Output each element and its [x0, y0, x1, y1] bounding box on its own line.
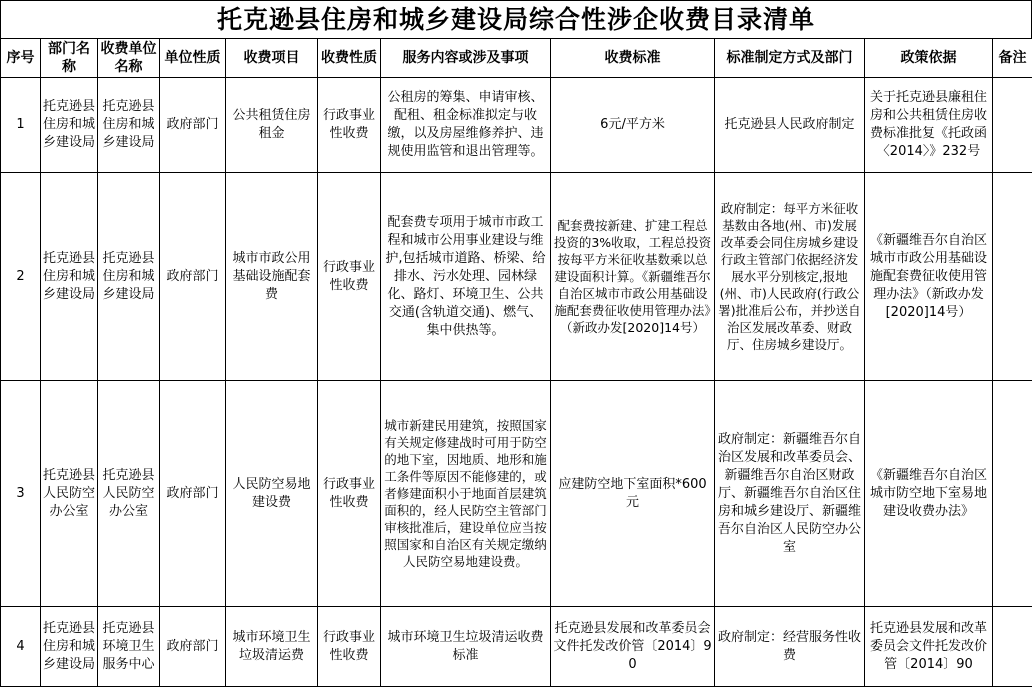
cell-method: 托克逊县人民政府制定: [715, 78, 865, 173]
cell-content: 公租房的筹集、申请审核、配租、租金标准拟定与收缴，以及房屋维修养护、违规使用监管和退出管理等。: [381, 78, 551, 173]
cell-nature: 政府部门: [160, 173, 226, 381]
header-nature: 单位性质: [160, 39, 226, 78]
cell-item: 公共租赁住房租金: [226, 78, 318, 173]
cell-nature: 政府部门: [160, 381, 226, 607]
cell-nature: 政府部门: [160, 78, 226, 173]
cell-no: 3: [1, 381, 41, 607]
header-basis: 政策依据: [865, 39, 993, 78]
header-item: 收费项目: [226, 39, 318, 78]
cell-content: 城市新建民用建筑，按照国家有关规定修建战时可用于防空的地下室，因地质、地形和施工条件等原因不能修建的，或者修建面积小于地面首层建筑面积的，经人民防空主管部门审核批准后，建设单位应当按照国家和自治区有关规定缴纳人民防空易地建设费。: [381, 381, 551, 607]
cell-basis: 《新疆维吾尔自治区城市市政公用基础设施配套费征收使用管理办法》（新政办发[2020]14号）: [865, 173, 993, 381]
cell-method: 政府制定：每平方米征收基数由各地(州、市)发展改革委会同住房城乡建设行政主管部门依据经济发展水平分别核定,报地(州、市)人民政府(行政公署)批准后公布，并抄送自治区发展改革委、财政厅、住房城乡建设厅。: [715, 173, 865, 381]
cell-method: 政府制定：经营服务性收费: [715, 607, 865, 687]
cell-content: 城市环境卫生垃圾清运收费标准: [381, 607, 551, 687]
table-row: [1, 381, 1032, 607]
header-standard: 收费标准: [551, 39, 715, 78]
header-no: 序号: [1, 39, 41, 78]
cell-unit: 托克逊县环境卫生服务中心: [98, 607, 160, 687]
cell-note: [993, 173, 1032, 381]
cell-no: 1: [1, 78, 41, 173]
cell-no: 4: [1, 607, 41, 687]
cell-basis: 托克逊县发展和改革委员会文件托发改价管〔2014〕90: [865, 607, 993, 687]
cell-standard: 6元/平方米: [551, 78, 715, 173]
cell-dept: 托克逊县人民防空办公室: [41, 381, 98, 607]
cell-standard: 配套费按新建、扩建工程总投资的3%收取，工程总投资按每平方米征收基数乘以总建设面积计算。《新疆维吾尔自治区城市市政公用基础设施配套费征收使用管理办法》（新政办发[2020]14号）: [551, 173, 715, 381]
table-row: [1, 607, 1032, 687]
cell-fee-nature: 行政事业性收费: [318, 173, 381, 381]
cell-item: 城市市政公用基础设施配套费: [226, 173, 318, 381]
cell-method: 政府制定：新疆维吾尔自治区发展和改革委员会、新疆维吾尔自治区财政厅、新疆维吾尔自治区住房和城乡建设厅、新疆维吾尔自治区人民防空办公室: [715, 381, 865, 607]
fee-catalog-table: [0, 38, 1032, 687]
page-title: 托克逊县住房和城乡建设局综合性涉企收费目录清单: [0, 0, 1032, 38]
cell-content: 配套费专项用于城市市政工程和城市公用事业建设与维护,包括城市道路、桥梁、给排水、污水处理、园林绿化、路灯、环境卫生、公共交通(含轨道交通)、燃气、集中供热等。: [381, 173, 551, 381]
header-dept: 部门名称: [41, 39, 98, 78]
header-unit: 收费单位名称: [98, 39, 160, 78]
header-note: 备注: [993, 39, 1032, 78]
cell-dept: 托克逊县住房和城乡建设局: [41, 607, 98, 687]
cell-no: 2: [1, 173, 41, 381]
cell-standard: 托克逊县发展和改革委员会文件托发改价管〔2014〕90: [551, 607, 715, 687]
cell-basis: 《新疆维吾尔自治区城市防空地下室易地建设收费办法》: [865, 381, 993, 607]
cell-dept: 托克逊县住房和城乡建设局: [41, 173, 98, 381]
table-header-row: [1, 39, 1032, 78]
cell-item: 城市环境卫生垃圾清运费: [226, 607, 318, 687]
cell-fee-nature: 行政事业性收费: [318, 381, 381, 607]
cell-standard: 应建防空地下室面积*600元: [551, 381, 715, 607]
table-row: [1, 173, 1032, 381]
cell-unit: 托克逊县住房和城乡建设局: [98, 173, 160, 381]
cell-basis: 关于托克逊县廉租住房和公共租赁住房收费标准批复《托政函〈2014〉》232号: [865, 78, 993, 173]
cell-item: 人民防空易地建设费: [226, 381, 318, 607]
cell-nature: 政府部门: [160, 607, 226, 687]
cell-fee-nature: 行政事业性收费: [318, 78, 381, 173]
cell-note: [993, 607, 1032, 687]
cell-unit: 托克逊县住房和城乡建设局: [98, 78, 160, 173]
cell-dept: 托克逊县住房和城乡建设局: [41, 78, 98, 173]
cell-fee-nature: 行政事业性收费: [318, 607, 381, 687]
header-content: 服务内容或涉及事项: [381, 39, 551, 78]
header-fee-nature: 收费性质: [318, 39, 381, 78]
table-row: [1, 78, 1032, 173]
header-method: 标准制定方式及部门: [715, 39, 865, 78]
cell-unit: 托克逊县人民防空办公室: [98, 381, 160, 607]
cell-note: [993, 78, 1032, 173]
cell-note: [993, 381, 1032, 607]
